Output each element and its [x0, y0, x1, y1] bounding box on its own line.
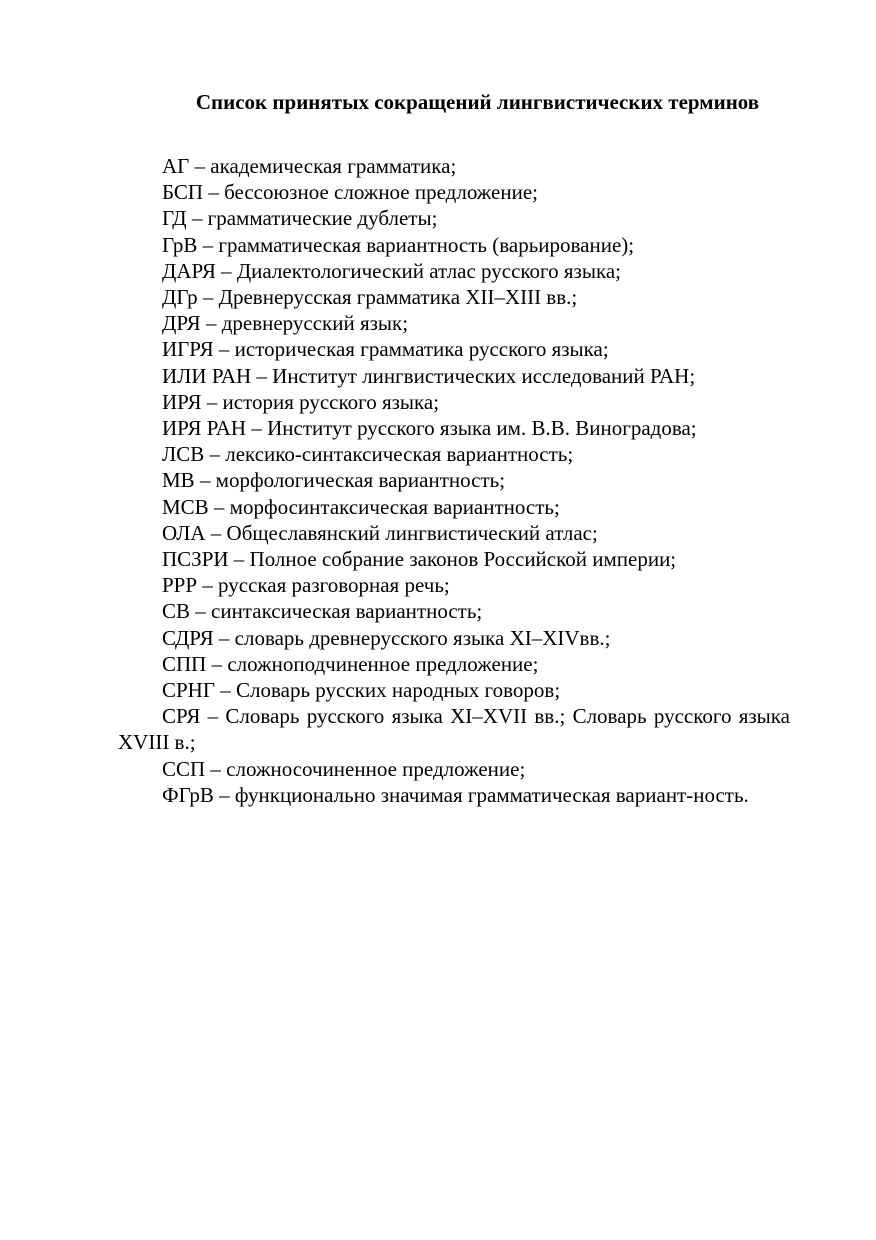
list-item: РРР – русская разговорная речь; [162, 573, 450, 598]
list-item: ГрВ – грамматическая вариантность (варьирование); [162, 232, 635, 257]
list-item: ПСЗРИ – Полное собрание законов Российской империи; [162, 547, 677, 572]
list-item: ЛСВ – лексико-синтаксическая вариантность; [162, 442, 574, 467]
page-title: Список принятых сокращений лингвистических терминов [195, 90, 760, 114]
list-item: ДРЯ – древнерусский язык; [162, 311, 409, 336]
list-item: ССП – сложносочиненное предложение; [162, 756, 526, 781]
list-item: СДРЯ – словарь древнерусского языка XI–XIVвв.; [162, 625, 611, 650]
list-item: ОЛА – Общеславянский лингвистический атлас; [162, 520, 598, 545]
list-item: АГ – академическая грамматика; [162, 154, 457, 178]
list-item: ИРЯ РАН – Институт русского языка им. В.В. Виноградова; [162, 416, 697, 441]
list-item: СРЯ – Словарь русского языка XI–XVII вв.; Словарь русского языка XVIII в.; [118, 704, 790, 755]
list-item: ИГРЯ – историческая грамматика русского языка; [162, 337, 609, 362]
list-item: ИРЯ – история русского языка; [162, 389, 440, 414]
list-item: ДГр – Древнерусская грамматика XII–XIII вв.; [162, 285, 578, 310]
list-item: СВ – синтаксическая вариантность; [162, 599, 483, 624]
list-item: ГД – грамматические дублеты; [162, 206, 438, 231]
list-item: СРНГ – Словарь русских народных говоров; [162, 678, 561, 703]
list-item: ИЛИ РАН – Институт лингвистических исследований РАН; [162, 363, 696, 388]
list-item: ФГрВ – функционально значимая грамматическая вариант-ность. [162, 782, 749, 807]
list-item: МВ – морфологическая вариантность; [162, 468, 506, 493]
list-item: БСП – бессоюзное сложное предложение; [162, 180, 538, 205]
list-item: ДАРЯ – Диалектологический атлас русского языка; [162, 258, 622, 283]
list-item: МСВ – морфосинтаксическая вариантность; [162, 494, 560, 519]
abbreviation-list [118, 153, 790, 808]
list-item: СПП – сложноподчиненное предложение; [162, 651, 539, 676]
